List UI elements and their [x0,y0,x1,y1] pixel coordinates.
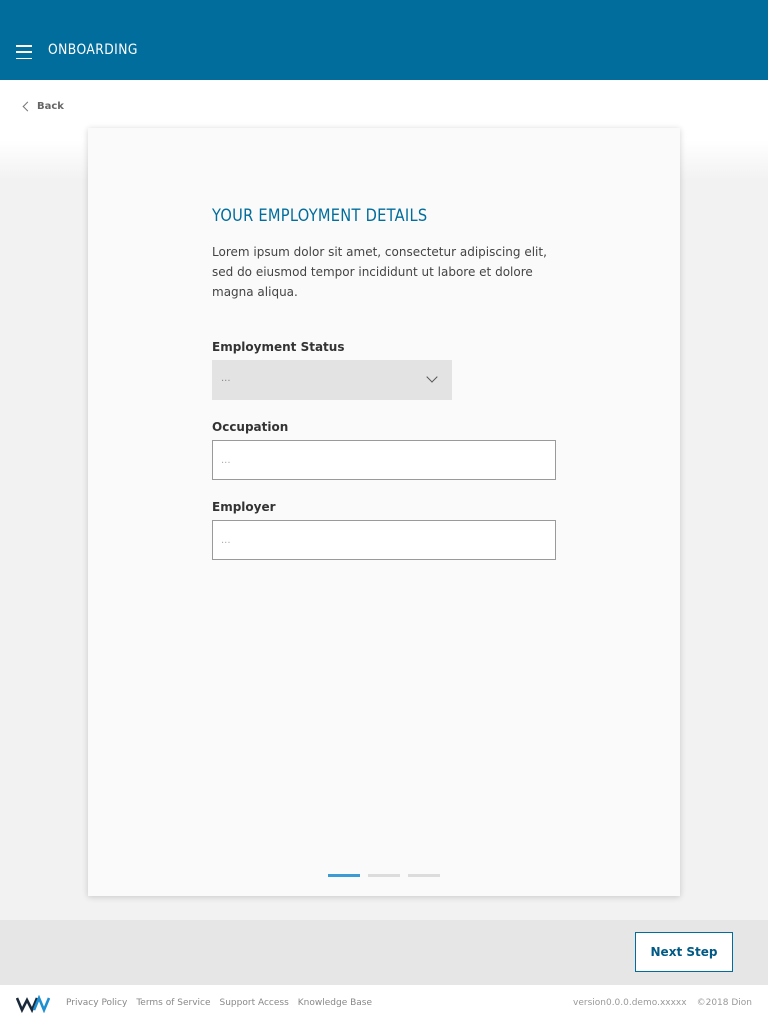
copyright-text: ©2018 Dion [696,998,752,1008]
occupation-input[interactable] [212,440,556,480]
back-label: Back [37,101,64,112]
step-indicator-2 [368,874,400,877]
page-description: Lorem ipsum dolor sit amet, consectetur adipiscing elit, sed do eiusmod tempor incididunt ut labore et dolore magna aliqua. [212,245,547,299]
footer-meta [573,998,752,1008]
next-step-button[interactable]: Next Step [635,932,733,972]
employer-label: Employer [212,500,276,514]
app-title: ONBOARDING [48,42,138,58]
employer-input[interactable] [212,520,556,560]
step-indicator-1 [328,874,360,877]
form-card [88,128,680,896]
hamburger-menu-icon[interactable] [16,45,32,59]
step-indicator [328,874,440,877]
knowledge-base-link[interactable]: Knowledge Base [297,998,373,1008]
footer-links [66,998,372,1008]
company-logo-icon [16,995,50,1013]
chevron-down-icon [426,371,437,382]
page-title: YOUR EMPLOYMENT DETAILS [212,206,428,226]
support-access-link[interactable]: Support Access [219,998,289,1008]
occupation-label: Occupation [212,420,289,434]
footer [0,985,768,1024]
back-link[interactable] [24,101,64,112]
employment-status-value: ... [221,373,231,384]
version-text: version0.0.0.demo.xxxxx [573,998,687,1008]
step-indicator-3 [408,874,440,877]
chevron-left-icon [23,102,33,112]
terms-of-service-link[interactable]: Terms of Service [136,998,211,1008]
top-bar [0,0,768,80]
employment-status-select[interactable] [212,360,452,400]
privacy-policy-link[interactable]: Privacy Policy [66,998,128,1008]
employment-status-label: Employment Status [212,340,345,354]
action-bar [0,920,768,985]
